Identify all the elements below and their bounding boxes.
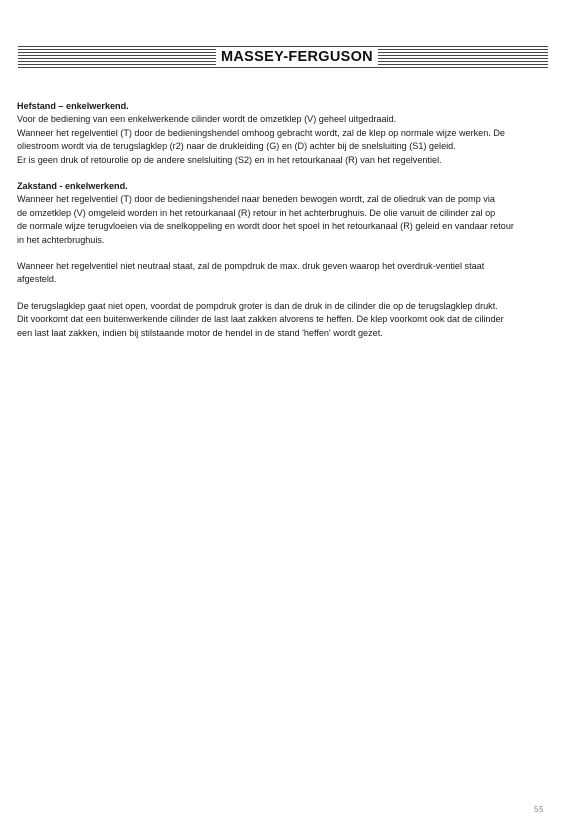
text-line: Er is geen druk of retourolie op de andere snelsluiting (S2) en in het retourkanaal (R) van het regelventiel. bbox=[17, 154, 442, 165]
brand-title: MASSEY-FERGUSON bbox=[216, 48, 378, 66]
text-line: Dit voorkomt dat een buitenwerkende cilinder de last laat zakken alvorens te heffen. De klep voorkomt ook dat de cilinder bbox=[17, 314, 504, 325]
section-pompdruk bbox=[17, 260, 549, 287]
text-line: Voor de bediening van een enkelwerkende cilinder wordt de omzetklep (V) geheel uitgedraaid. bbox=[17, 114, 397, 125]
text-line: Wanneer het regelventiel (T) door de bedieningshendel omhoog gebracht wordt, zal de klep op normale wijze werken. De bbox=[17, 127, 505, 138]
section-terugslagklep bbox=[17, 300, 549, 340]
page-number: 55 bbox=[534, 805, 544, 814]
section-heading: Hefstand – enkelwerkend. bbox=[17, 101, 129, 111]
section-heading: Zakstand - enkelwerkend. bbox=[17, 181, 128, 192]
page-header bbox=[18, 44, 548, 70]
text-line: de normale wijze terugvloeien via de snelkoppeling en wordt door het spoel in het retourkanaal (R) geleid en vandaar retour bbox=[17, 221, 514, 232]
section-zakstand bbox=[17, 180, 549, 247]
text-line: Wanneer het regelventiel niet neutraal staat, zal de pompdruk de max. druk geven waarop het overdruk-ventiel staat bbox=[17, 261, 485, 272]
text-line: oliestroom wordt via de terugslagklep (r2) naar de drukleiding (G) en (D) achter bij de snelsluiting (S1) geleid. bbox=[17, 141, 456, 152]
section-hefstand bbox=[17, 100, 549, 167]
text-line: afgesteld. bbox=[17, 274, 57, 285]
text-line: Wanneer het regelventiel (T) door de bedieningshendel naar beneden bewogen wordt, zal de oliedruk van de pomp via bbox=[17, 194, 495, 205]
text-line: een last laat zakken, indien bij stilstaande motor de hendel in de stand 'heffen' wordt gezet. bbox=[17, 327, 383, 338]
text-line: de omzetklep (V) omgeleid worden in het retourkanaal (R) retour in het achterbrughuis. De olie vanuit de cilinder zal op bbox=[17, 207, 496, 218]
text-line: De terugslagklep gaat niet open, voordat de pompdruk groter is dan de druk in de cilinder die op de terugslagklep drukt. bbox=[17, 300, 498, 311]
text-line: in het achterbrughuis. bbox=[17, 234, 105, 245]
document-body bbox=[17, 100, 549, 340]
